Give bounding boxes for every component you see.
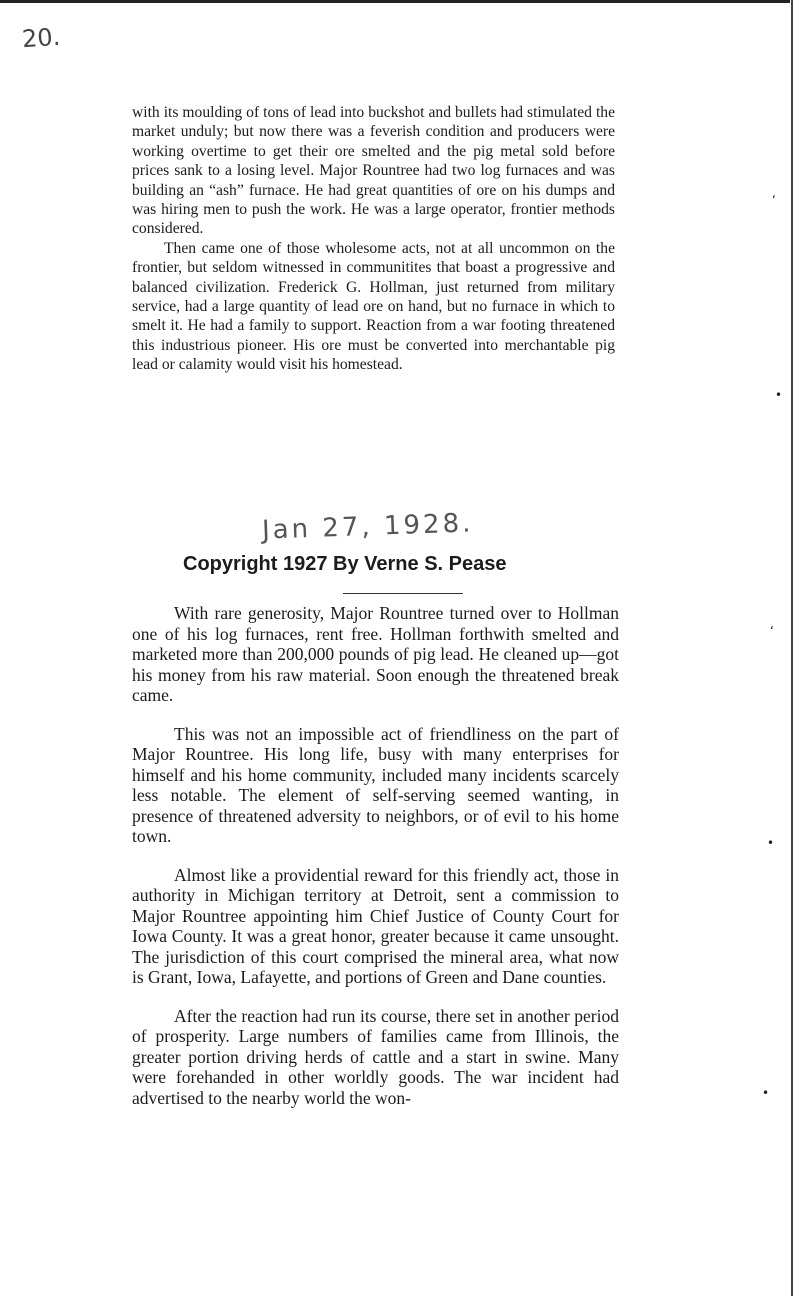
page-right-border (791, 0, 793, 1296)
lower-text-column (132, 603, 619, 1126)
paragraph: After the reaction had run its course, there set in another period of prosperity. Large numbers of families came from Illinois, the greater portion driving herds of cattle and a start in swine. Many were forehanded in other worldly goods. The war incident had advertised to the nearby world the won- (132, 1005, 619, 1108)
margin-mark: ‘ (772, 193, 776, 207)
margin-mark: • (775, 388, 783, 402)
upper-text-column (132, 103, 615, 375)
paragraph: With rare generosity, Major Rountree turned over to Hollman one of his log furnaces, rent free. Hollman forthwith smelted and marketed more than 200,000 pounds of pig lead. He cleaned up—got his money from his raw material. Soon enough the threatened break came. (132, 603, 619, 705)
handwritten-page-number: 20. (21, 22, 62, 54)
margin-mark: • (767, 836, 775, 850)
handwritten-date: Jan 27, 1928. (261, 508, 474, 546)
paragraph: Then came one of those wholesome acts, not at all uncommon on the frontier, but seldom witnessed in communitites that boast a progressive and balanced civilization. Frederick G. Hollman, just returned from military service, had a large quantity of lead ore on hand, but no furnace in which to smelt it. He had a family to support. Reaction from a war footing threatened this industrious pioneer. His ore must be converted into merchantable pig lead or calamity would visit his homestead. (132, 239, 615, 374)
copyright-heading: Copyright 1927 By Verne S. Pease (183, 553, 507, 575)
section-divider (343, 593, 463, 594)
margin-mark: • (762, 1086, 770, 1100)
paragraph: Almost like a providential reward for this friendly act, those in authority in Michigan territory at Detroit, sent a commission to Major Rountree appointing him Chief Justice of County Court for Iowa County. It was a great honor, greater because it came unsought. The jurisdiction of this court comprised the mineral area, what now is Grant, Iowa, Lafayette, and portions of Green and Dane counties. (132, 864, 619, 987)
page-top-border (0, 0, 790, 3)
margin-mark: ‘ (770, 624, 774, 638)
paragraph: This was not an impossible act of friendliness on the part of Major Rountree. His long life, busy with many enterprises for himself and his home community, included many incidents scarcely less notable. The element of self-serving seemed wanting, in presence of threatened adversity to neighbors, or of evil to his home town. (132, 723, 619, 846)
paragraph-continued: with its moulding of tons of lead into buckshot and bullets had stimulated the market unduly; but now there was a feverish condition and producers were working overtime to get their ore smelted and the pig metal sold before prices sank to a losing level. Major Rountree had two log furnaces and was building an “ash” furnace. He had great quantities of ore on his dumps and was hiring men to push the work. He was a large operator, frontier methods considered. (132, 104, 615, 238)
